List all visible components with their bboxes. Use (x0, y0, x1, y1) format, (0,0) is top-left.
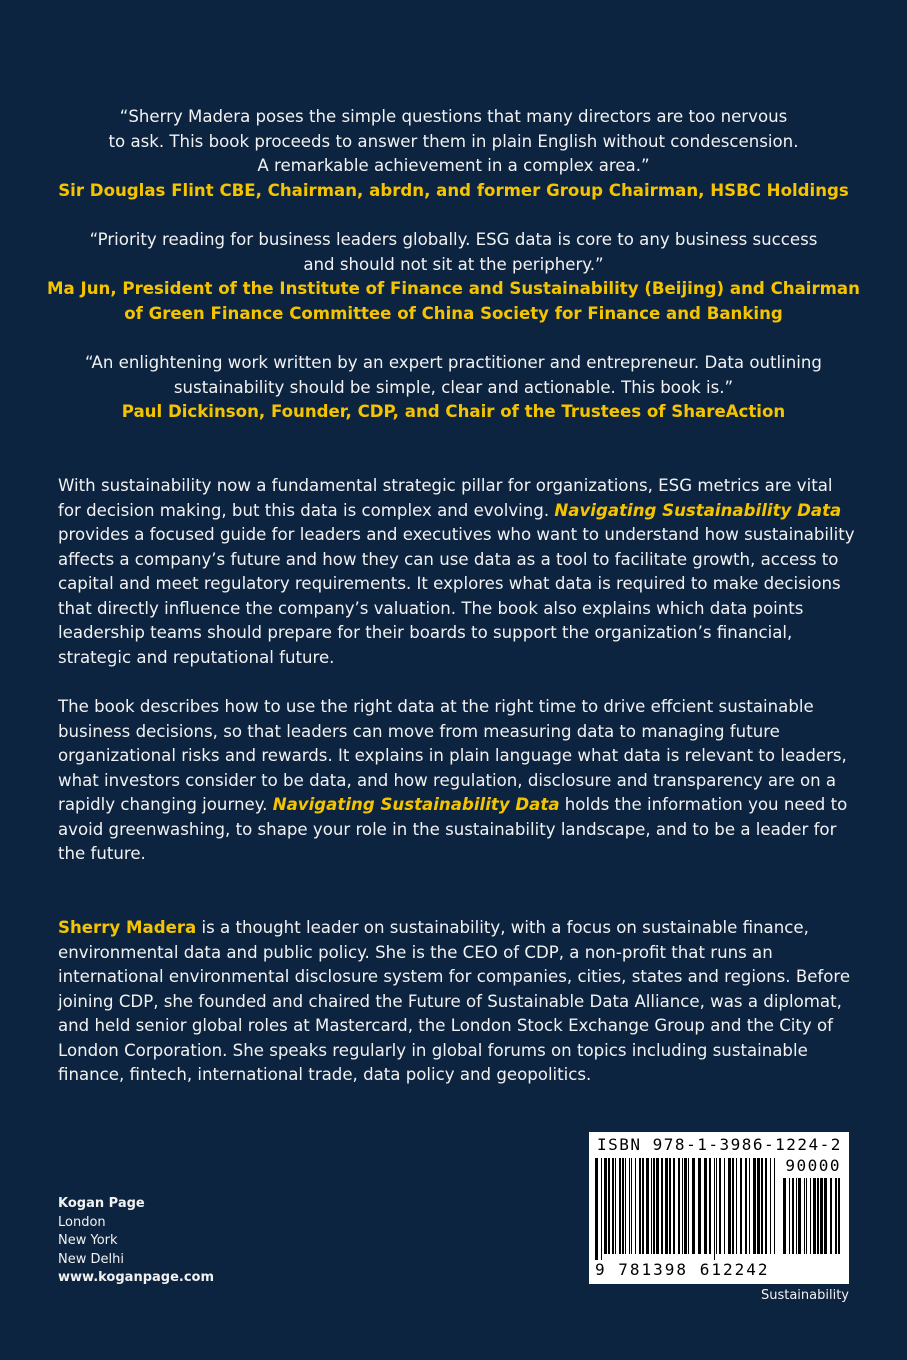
paragraph-text: holds the information you need to avoid greenwashing, to shape your role in the sustainability landscape, and to be a leader for the future. (58, 795, 848, 863)
barcode-bar (698, 1158, 701, 1254)
paragraph-text: provides a focused guide for leaders and executives who want to understand how sustainability affects a company’s future and how they can use data as a tool to facilitate growth, access to capital and meet regulatory requirements. It explores what data is required to make decisions that directly influence the company’s valuation. The book also explains which data points leadership teams should prepare for their boards to support the organization’s financial, strategic and reputational future. (58, 525, 855, 667)
barcode-bar (612, 1158, 614, 1254)
book-title: Navigating Sustainability Data (272, 795, 560, 814)
barcode-bars (595, 1158, 775, 1260)
barcode-bar (724, 1158, 725, 1254)
barcode-bar (719, 1158, 721, 1254)
barcode-bar (820, 1178, 823, 1254)
barcode-bar (704, 1158, 707, 1254)
barcode-bar (601, 1158, 602, 1260)
category-label: Sustainability (760, 1288, 849, 1303)
barcode-bar (619, 1158, 621, 1254)
publisher-name: Kogan Page (58, 1196, 145, 1211)
quote-text-line: “Sherry Madera poses the simple questions that many directors are too nervous (119, 107, 788, 126)
barcode-bar (692, 1158, 695, 1254)
barcode-bar (732, 1158, 734, 1254)
barcode-bar (642, 1158, 644, 1254)
barcode-bar (669, 1158, 671, 1254)
paragraph-text: The book describes how to use the right data at the right time to drive effcient sustainable business decisions, so that leaders can move from measuring data to managing future organizational risks and rewards. It explains in plain language what data is relevant to leaders, what investors consider to be data, and how regulation, disclosure and transparency are on a rapidly changing journey. (58, 697, 847, 814)
barcode-bar (798, 1178, 801, 1254)
endorsement-quote-1 (40, 105, 867, 203)
barcode-bar (824, 1178, 827, 1254)
barcode-bar (796, 1178, 797, 1254)
endorsement-quote-3 (40, 351, 867, 425)
barcode-bar (838, 1178, 840, 1254)
isbn-number: ISBN 978-1-3986-1224-2 (597, 1135, 842, 1154)
barcode-bar (635, 1158, 636, 1254)
barcode-bar (728, 1158, 731, 1254)
barcode-bar (749, 1158, 750, 1254)
barcode-bar (757, 1158, 760, 1254)
quote-text-line: “Priority reading for business leaders globally. ESG data is core to any business success (89, 230, 818, 249)
author-name: Sherry Madera (58, 918, 197, 937)
barcode-bar (709, 1158, 711, 1254)
barcode-bar (753, 1158, 756, 1254)
barcode-bar (830, 1178, 832, 1254)
quote-text-line: sustainability should be simple, clear and actionable. This book is.” (173, 377, 734, 397)
barcode-bar (714, 1158, 715, 1260)
barcode-bar (622, 1158, 624, 1254)
bio-text: is a thought leader on sustainability, with a focus on sustainable finance, environmental data and public policy. She is the CEO of CDP, a non-profit that runs an international environmental disclosure system for companies, cities, states and regions. Before joining CDP, she founded and chaired the Future of Sustainable Data Alliance, was a diplomat, and held senior global roles at Mastercard, the London Stock Exchange Group and the City of London Corporation. She speaks regularly in global forums on topics including sustainable finance, fintech, international trade, data policy and geopolitics. (58, 918, 851, 1084)
price-code: 90000 (785, 1156, 841, 1175)
barcode-bar (631, 1158, 632, 1254)
barcode-bar (765, 1158, 767, 1254)
publisher-city: London (58, 1214, 106, 1230)
barcode-bar (792, 1178, 794, 1254)
barcode-bar (665, 1158, 668, 1254)
barcode-bar (604, 1158, 607, 1254)
barcode-bar (608, 1158, 610, 1254)
publisher-city: New Delhi (58, 1251, 124, 1267)
barcode-bar (736, 1158, 737, 1254)
quote-attribution: of Green Finance Committee of China Society for Finance and Banking (124, 303, 783, 323)
quote-text-line: “An enlightening work written by an expert practitioner and entrepreneur. Data outlining (85, 353, 822, 372)
barcode-bar (682, 1158, 683, 1254)
barcode-bar (639, 1158, 641, 1254)
barcode-bar (740, 1158, 742, 1254)
isbn-barcode (589, 1132, 849, 1284)
publisher-website: www.koganpage.com (58, 1270, 215, 1285)
barcode-bar (770, 1158, 771, 1254)
barcode-bar (813, 1178, 816, 1254)
barcode-bar (651, 1158, 652, 1254)
endorsement-quote-2 (40, 228, 867, 326)
barcode-bar (835, 1178, 837, 1254)
barcode-bar (625, 1158, 626, 1254)
publisher-city: New York (58, 1233, 118, 1248)
author-bio (58, 916, 858, 1088)
barcode-bar (595, 1158, 598, 1260)
barcode-bar (678, 1158, 680, 1254)
barcode-bar (804, 1178, 805, 1254)
description-paragraph-1 (58, 474, 858, 670)
barcode-bar (745, 1158, 747, 1254)
quote-attribution: Sir Douglas Flint CBE, Chairman, abrdn, and former Group Chairman, HSBC Holdings (58, 180, 849, 200)
quote-text-line: and should not sit at the periphery.” (303, 254, 604, 274)
publisher-block (58, 1195, 214, 1288)
quote-text-line: to ask. This book proceeds to answer them in plain English without condescension. (108, 131, 799, 151)
barcode-bar (774, 1158, 775, 1254)
barcode-bar (629, 1158, 630, 1254)
description-paragraph-2 (58, 695, 858, 867)
barcode-bar (688, 1158, 689, 1254)
barcode-bar (716, 1158, 717, 1254)
barcode-bar (646, 1158, 649, 1254)
barcode-addon-bars (783, 1178, 841, 1260)
quote-attribution: Paul Dickinson, Founder, CDP, and Chair of the Trustees of ShareAction (121, 402, 786, 421)
quote-text-line: A remarkable achievement in a complex area.” (257, 156, 650, 175)
barcode-bar (661, 1158, 663, 1254)
barcode-bar (673, 1158, 675, 1254)
barcode-bar (761, 1158, 763, 1254)
barcode-bar (810, 1178, 811, 1254)
barcode-bar (684, 1158, 687, 1254)
barcode-bar (615, 1158, 616, 1254)
ean-digits: 9 781398 612242 (595, 1260, 770, 1279)
barcode-bar (783, 1178, 786, 1254)
quote-attribution: Ma Jun, President of the Institute of Finance and Sustainability (Beijing) and Chairman (47, 279, 860, 298)
book-title: Navigating Sustainability Data (554, 500, 842, 520)
barcode-bar (806, 1178, 807, 1254)
barcode-bar (817, 1178, 819, 1254)
barcode-bar (656, 1158, 659, 1254)
barcode-bar (789, 1178, 790, 1254)
barcode-bar (653, 1158, 655, 1254)
paragraph-text: With sustainability now a fundamental strategic pillar for organizations, ESG metrics are vital for decision making, but this data is complex and evolving. (58, 476, 833, 520)
